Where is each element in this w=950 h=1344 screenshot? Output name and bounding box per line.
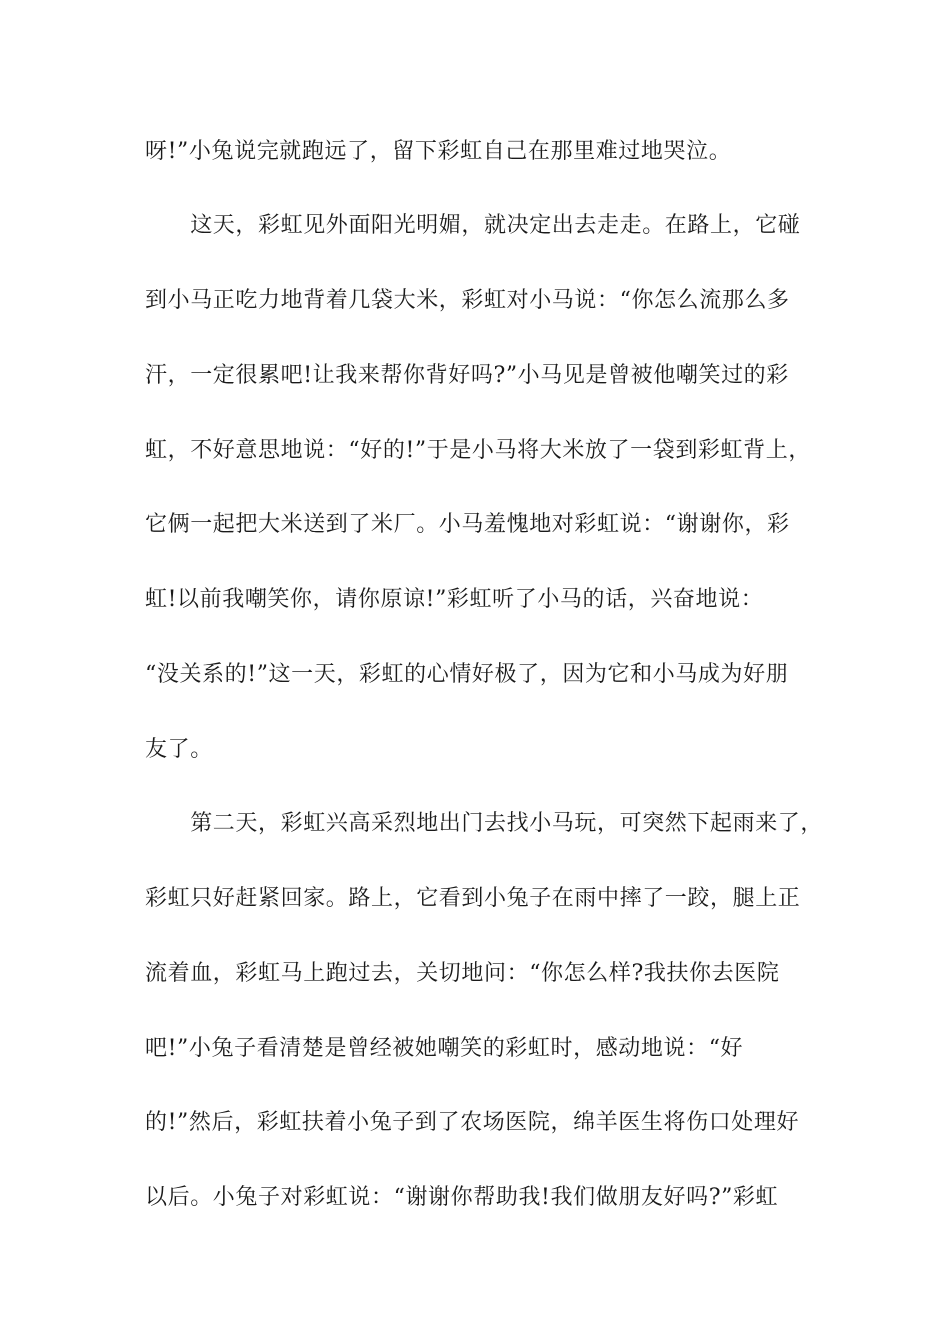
text-line: 它俩一起把大米送到了米厂。小马羞愧地对彩虹说：“谢谢你，彩: [145, 512, 790, 537]
text-line: 流着血，彩虹马上跑过去，关切地问：“你怎么样?我扶你去医院: [145, 961, 780, 986]
text-line: 虹，不好意思地说：“好的!”于是小马将大米放了一袋到彩虹背上，: [145, 438, 811, 463]
text-line: 的!”然后，彩虹扶着小兔子到了农场医院，绵羊医生将伤口处理好: [145, 1110, 800, 1135]
text-line: 第二天，彩虹兴高采烈地出门去找小马玩，可突然下起雨来了，: [145, 811, 824, 836]
text-line: 这天，彩虹见外面阳光明媚，就决定出去走走。在路上，它碰: [145, 213, 801, 238]
text-line: 彩虹只好赶紧回家。路上，它看到小兔子在雨中摔了一跤，腿上正: [145, 886, 801, 911]
text-line: 呀!”小兔说完就跑远了，留下彩虹自己在那里难过地哭泣。: [145, 139, 732, 164]
text-line: 以后。小兔子对彩虹说：“谢谢你帮助我!我们做朋友好吗?”彩虹: [145, 1185, 779, 1210]
text-line: 到小马正吃力地背着几袋大米，彩虹对小马说：“你怎么流那么多: [145, 288, 790, 313]
text-line: 吧!”小兔子看清楚是曾经被她嘲笑的彩虹时，感动地说：“好: [145, 1036, 744, 1061]
text-line: “没关系的!”这一天，彩虹的心情好极了，因为它和小马成为好朋: [145, 662, 789, 687]
text-line: 虹!以前我嘲笑你，请你原谅!”彩虹听了小马的话，兴奋地说：: [145, 587, 764, 612]
text-line: 友了。: [145, 737, 213, 762]
text-line: 汗，一定很累吧!让我来帮你背好吗?”小马见是曾被他嘲笑过的彩: [145, 363, 789, 388]
